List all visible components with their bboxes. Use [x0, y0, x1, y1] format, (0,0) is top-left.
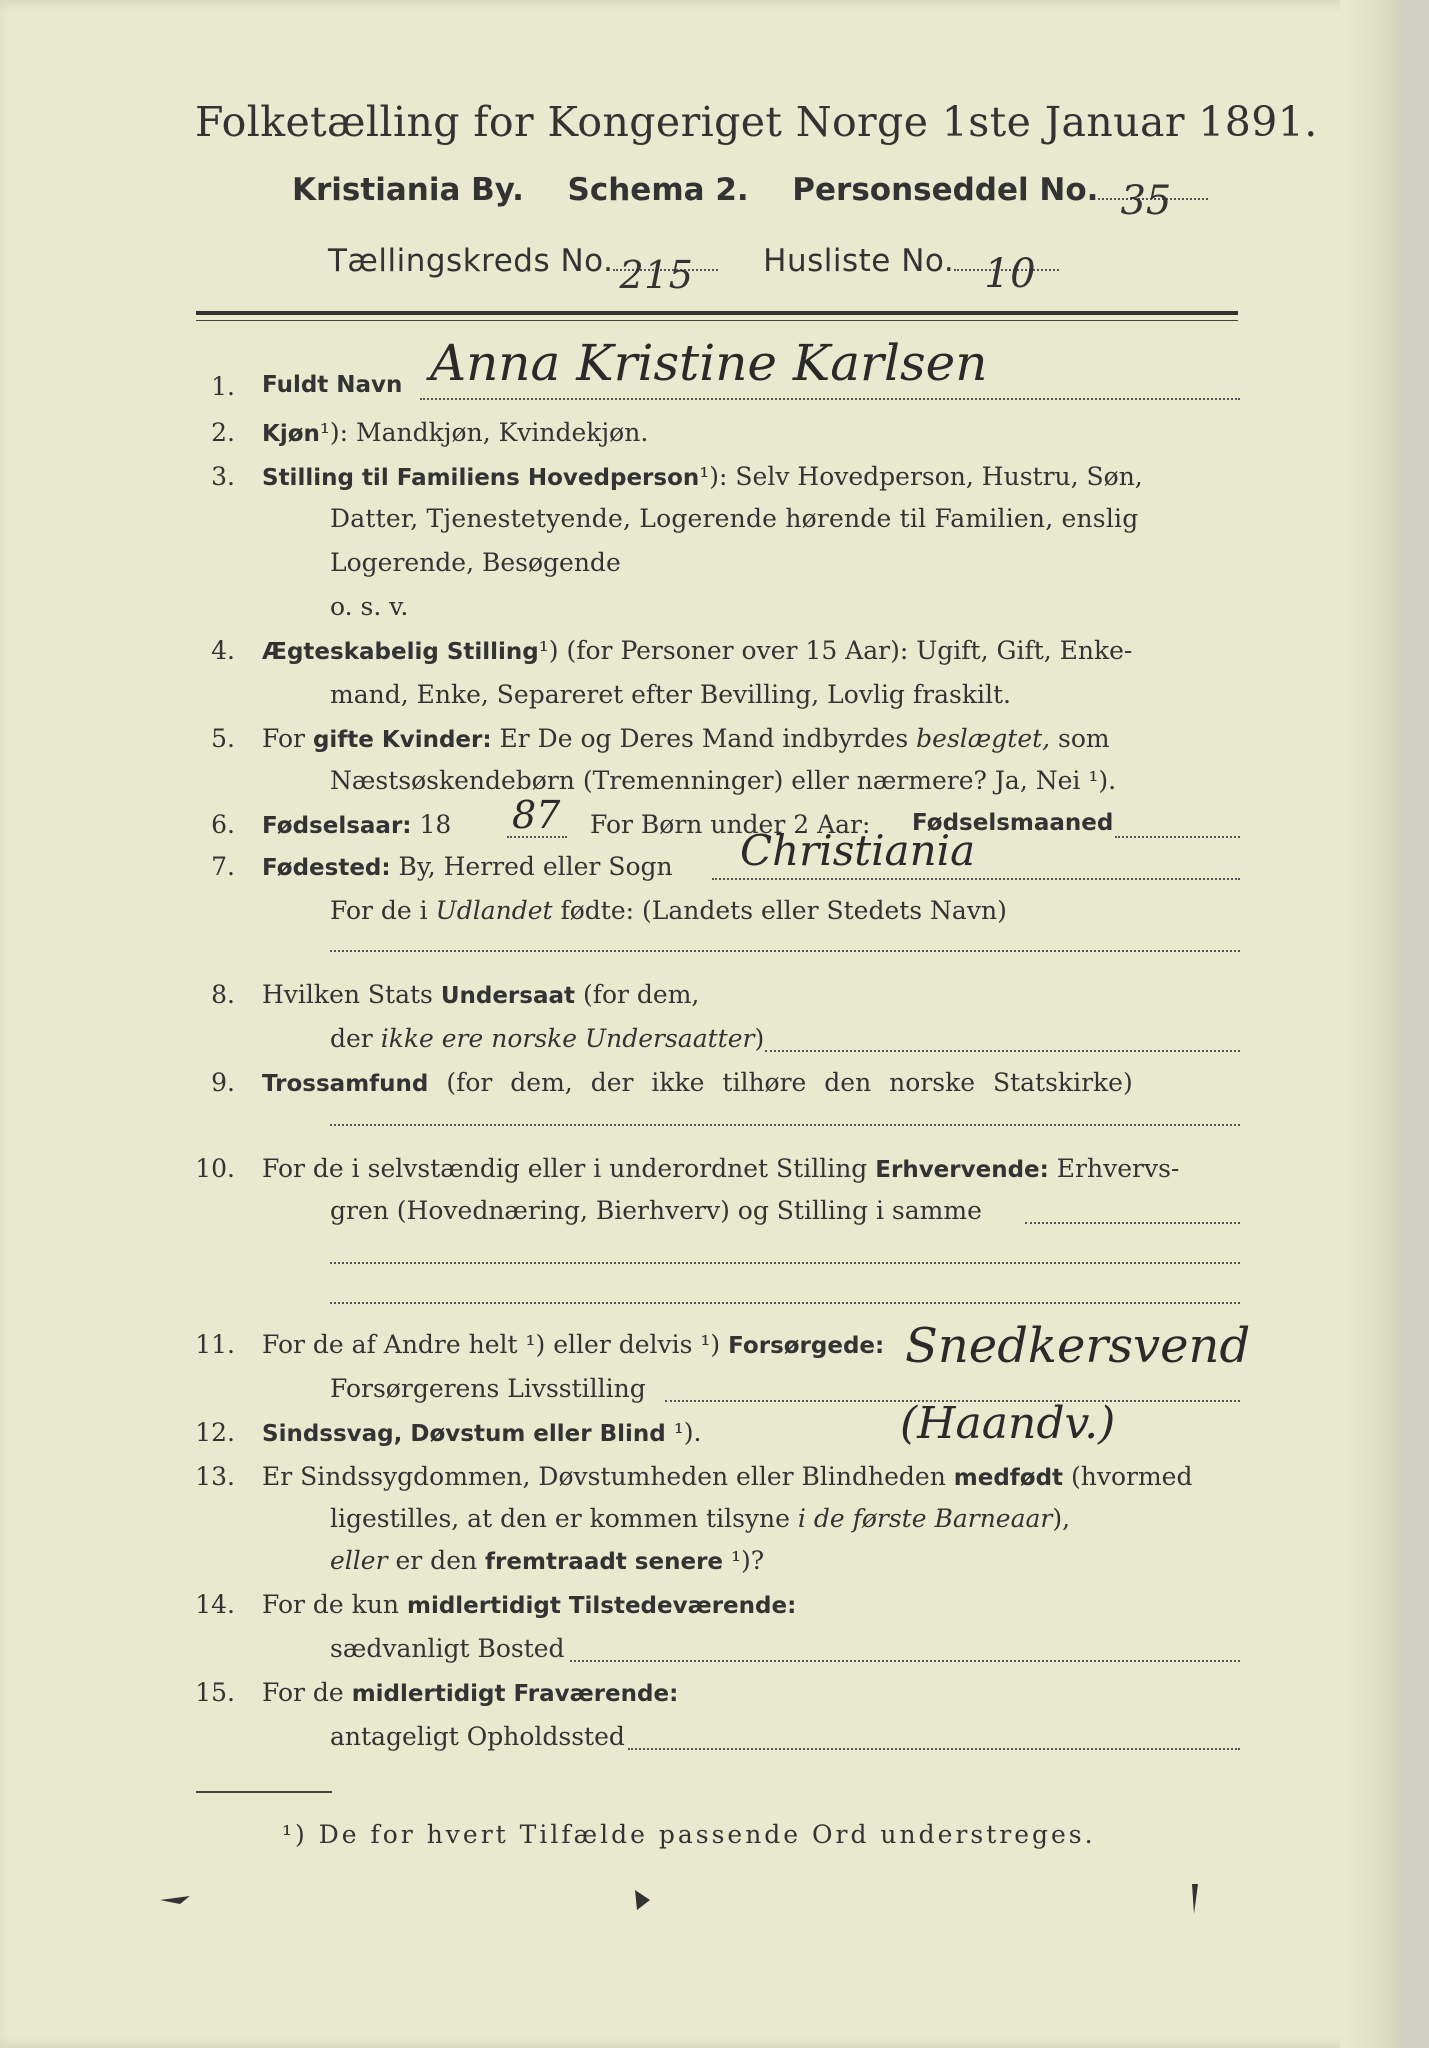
supported-label: Forsørgede:: [728, 1333, 885, 1359]
citizenship-rest: (for dem,: [575, 980, 700, 1009]
abroad-italic: Udlandet: [435, 896, 553, 925]
married-women-question-2: Næstsøskendebørn (Tremenninger) eller nærmere? Ja, Nei ¹).: [330, 766, 1117, 795]
item-3: [0, 462, 1400, 506]
footnote-rule: [196, 1791, 332, 1793]
item-4: [0, 636, 1400, 680]
sex-label: Kjøn: [262, 421, 320, 447]
birthplace-handwritten: Christiania: [740, 826, 976, 875]
item-3-line-2: [0, 504, 1400, 548]
probable-residence-label: antageligt Opholdssted: [330, 1722, 625, 1751]
family-position-options-2: Datter, Tjenestetyende, Logerende hørende til Familien, enslig: [330, 504, 1139, 533]
item-13-line-3: [0, 1546, 1400, 1590]
occupation-2: gren (Hovednæring, Bierhverv) og Stilling i samme: [330, 1196, 982, 1225]
item-number: 2.: [211, 418, 235, 447]
page-mark-right: [1192, 1884, 1198, 1914]
temporary-absent-label: midlertidigt Fraværende:: [351, 1681, 679, 1707]
page-mark-center: [635, 1890, 650, 1910]
family-position-options: ¹): Selv Hovedperson, Hustru, Søn,: [699, 462, 1143, 491]
birth-month-line: [1115, 836, 1240, 838]
occupation-line-1: [1025, 1222, 1240, 1224]
abroad-line: [330, 950, 1240, 952]
citizenship-2-rest: ): [754, 1024, 765, 1053]
item-8: [0, 980, 1400, 1024]
item-2: [0, 418, 1400, 462]
item-5: [0, 724, 1400, 768]
item-11-line-2: [0, 1374, 1400, 1418]
marital-status-options: ¹) (for Personer over 15 Aar): Ugift, Gift, Enke-: [538, 636, 1133, 665]
full-name-handwritten: Anna Kristine Karlsen: [430, 334, 988, 392]
under-two-label: For Børn under 2 Aar:: [590, 810, 871, 839]
item-number: 5.: [211, 724, 235, 753]
item-9: [0, 1068, 1400, 1112]
disability-rest: ¹).: [665, 1418, 702, 1447]
page-marks: [150, 1870, 1250, 1930]
full-name-label: Fuldt Navn: [262, 372, 403, 398]
personseddel-label: Personseddel No.: [792, 172, 1099, 208]
item-6: [0, 810, 1400, 854]
city-label: Kristiania By.: [292, 172, 524, 208]
married-women-label: gifte Kvinder:: [312, 727, 492, 753]
item-number: 12.: [195, 1418, 235, 1447]
footnote: ¹) De for hvert Tilfælde passende Ord understreges.: [282, 1820, 1096, 1849]
item-number: 4.: [211, 636, 235, 665]
kreds-number: 215: [619, 253, 694, 297]
supported-prefix: For de af Andre helt ¹) eller delvis ¹): [262, 1330, 729, 1359]
occupation-rest: Erhvervs-: [1048, 1154, 1180, 1183]
item-3-line-4: [0, 592, 1400, 636]
personseddel-number: 35: [1120, 178, 1172, 224]
temporary-present-prefix: For de kun: [262, 1590, 407, 1619]
item-number: 1.: [211, 372, 235, 401]
item-15-line-2: [0, 1722, 1400, 1766]
later-onset-label: fremtraadt senere: [485, 1549, 724, 1575]
husliste-number: 10: [984, 251, 1037, 297]
occupation-label: Erhvervende:: [875, 1157, 1049, 1183]
item-5-line-2: [0, 766, 1400, 810]
congenital-2-italic: i de første Barneaar: [797, 1504, 1053, 1533]
married-women-prefix: For: [262, 724, 313, 753]
item-number: 7.: [211, 852, 235, 881]
congenital-3-end: ¹)?: [723, 1546, 765, 1575]
temporary-present-label: midlertidigt Tilstedeværende:: [406, 1593, 797, 1619]
item-15: [0, 1678, 1400, 1722]
form-subheader-2: [328, 243, 1059, 297]
item-14: [0, 1590, 1400, 1634]
congenital-rest: (hvormed: [1063, 1462, 1193, 1491]
family-position-label: Stilling til Familiens Hovedperson: [262, 465, 700, 491]
congenital-label: medfødt: [953, 1465, 1064, 1491]
abroad-rest: fødte: (Landets eller Stedets Navn): [552, 896, 1007, 925]
family-position-options-4: o. s. v.: [330, 592, 409, 621]
husliste-label: Husliste No.: [763, 243, 955, 279]
sex-options: ¹): Mandkjøn, Kvindekjøn.: [319, 418, 649, 447]
item-number: 11.: [195, 1330, 235, 1359]
usual-residence-label: sædvanligt Bosted: [330, 1634, 565, 1663]
religion-rest: (for dem, der ikke tilhøre den norske Statskirke): [428, 1068, 1133, 1097]
abroad-prefix: For de i: [330, 896, 436, 925]
congenital-3-mid: er den: [387, 1546, 486, 1575]
item-number: 6.: [211, 810, 235, 839]
item-7-line-2: [0, 896, 1400, 940]
kreds-label: Tællingskreds No.: [328, 243, 614, 279]
item-14-line-2: [0, 1634, 1400, 1678]
personseddel-field: [1098, 178, 1208, 224]
occupation-prefix: For de i selvstændig eller i underordnet Stilling: [262, 1154, 876, 1183]
congenital-3-italic: eller: [330, 1546, 388, 1575]
item-number: 14.: [195, 1590, 235, 1619]
citizenship-2-italic: ikke ere norske Undersaatter: [380, 1024, 755, 1053]
item-number: 9.: [211, 1068, 235, 1097]
birth-year-prefix: 18: [419, 810, 452, 839]
form-title: Folketælling for Kongeriget Norge 1ste Januar 1891.: [195, 98, 1318, 146]
item-13: [0, 1462, 1400, 1506]
occupation-line-3: [330, 1302, 1240, 1304]
item-10-line-2: [0, 1196, 1400, 1240]
item-number: 3.: [211, 462, 235, 491]
provider-occupation-label: Forsørgerens Livsstilling: [330, 1374, 646, 1403]
item-3-line-3: [0, 548, 1400, 592]
probable-residence-line: [628, 1748, 1240, 1750]
page-mark-left: [160, 1896, 190, 1904]
usual-residence-line: [570, 1660, 1240, 1662]
item-8-line-2: [0, 1024, 1400, 1068]
item-13-line-2: [0, 1504, 1400, 1548]
occupation-line-2: [330, 1262, 1240, 1264]
kreds-field: [613, 253, 718, 297]
item-number: 8.: [211, 980, 235, 1009]
family-position-options-3: Logerende, Besøgende: [330, 548, 621, 577]
married-women-question: Er De og Deres Mand indbyrdes: [491, 724, 917, 753]
citizenship-2-prefix: der: [330, 1024, 381, 1053]
birthplace-options: By, Herred eller Sogn: [390, 852, 673, 881]
item-number: 15.: [195, 1678, 235, 1707]
birth-year-label: Fødselsaar:: [262, 813, 412, 839]
married-women-end: som: [1050, 724, 1110, 753]
marital-status-options-2: mand, Enke, Separeret efter Bevilling, Lovlig fraskilt.: [330, 680, 1011, 709]
birthplace-line: [712, 878, 1240, 880]
item-number: 13.: [195, 1462, 235, 1491]
birthplace-label: Fødested:: [262, 855, 391, 881]
citizenship-line: [765, 1050, 1240, 1052]
husliste-field: [954, 251, 1059, 297]
religion-label: Trossamfund: [262, 1071, 429, 1097]
header-rule-thin: [196, 320, 1238, 321]
congenital-2-rest: ),: [1052, 1504, 1071, 1533]
provider-occupation-handwritten: Snedkersvend: [905, 1318, 1251, 1374]
religion-line: [330, 1124, 1240, 1126]
form-subheader: [292, 172, 1208, 224]
birth-month-label: Fødselsmaaned: [912, 810, 1114, 836]
related-italic: beslægtet,: [916, 724, 1051, 753]
item-4-line-2: [0, 680, 1400, 724]
item-number: 10.: [195, 1154, 235, 1183]
congenital-2-prefix: ligestilles, at den er kommen tilsyne: [330, 1504, 798, 1533]
birth-year-handwritten: 87: [512, 793, 561, 837]
item-12: [0, 1418, 1400, 1462]
disability-label: Sindssvag, Døvstum eller Blind: [262, 1421, 666, 1447]
item-10: [0, 1154, 1400, 1198]
citizenship-label: Undersaat: [440, 983, 575, 1009]
citizenship-prefix: Hvilken Stats: [262, 980, 441, 1009]
congenital-prefix: Er Sindssygdommen, Døvstumheden eller Blindheden: [262, 1462, 954, 1491]
full-name-line: [420, 398, 1240, 400]
marital-status-label: Ægteskabelig Stilling: [262, 639, 539, 665]
schema-label: Schema 2.: [567, 172, 749, 208]
header-rule-thick: [196, 311, 1238, 315]
disability-handwritten: (Haandv.): [900, 1398, 1116, 1449]
item-7: [0, 852, 1400, 896]
temporary-absent-prefix: For de: [262, 1678, 352, 1707]
